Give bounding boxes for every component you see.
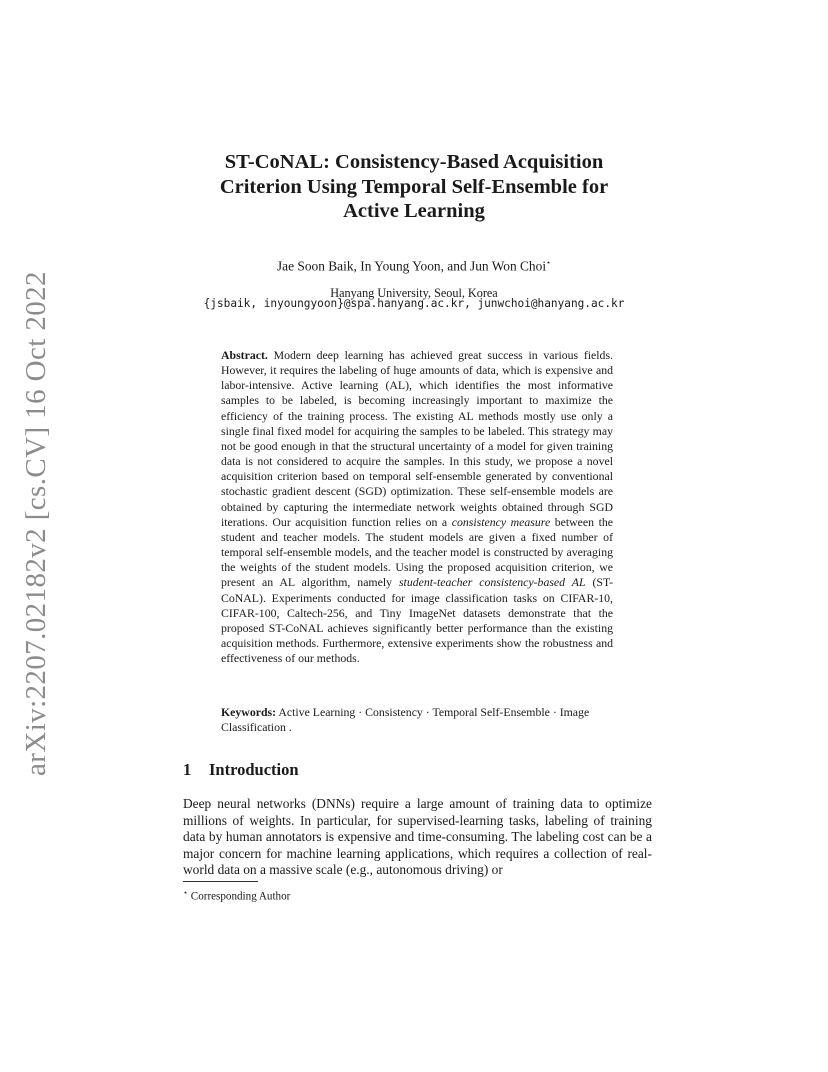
title-line-1: ST-CoNAL: Consistency-Based Acquisition (224, 151, 604, 173)
abstract-emphasis-1: consistency measure (451, 514, 551, 529)
corresponding-author-mark: ⋆ (546, 258, 552, 267)
affiliation: Hanyang University, Seoul, Korea (330, 286, 498, 300)
arxiv-identifier-stamp (14, 270, 58, 776)
title-line-3: Active Learning (343, 200, 485, 222)
abstract-emphasis-2: student-teacher consistency-based AL (398, 575, 586, 590)
arxiv-identifier-text: arXiv:2207.02182v2 [cs.CV] 16 Oct 2022 (19, 270, 52, 776)
abstract (221, 348, 613, 666)
abstract-text-3: (ST-CoNAL). Experiments conducted for image classification tasks on CIFAR-10, CIFAR-100, Caltech-256, and Tiny ImageNet datasets demonstrate that the proposed ST-CoNAL achieves significantly better performance than the existing acquisition methods. Furthermore, extensive experiments show the robustness and effectiveness of our methods. (221, 575, 614, 666)
footnote-divider (183, 881, 258, 882)
section-heading-introduction (183, 760, 653, 780)
footnote-text: Corresponding Author (190, 890, 291, 903)
abstract-text-1: Modern deep learning has achieved great success in various fields. However, it requires the labeling of huge amounts of data, which is expensive and labor-intensive. Active learning (AL), which identifies the most informative samples to be labeled, is becoming increasingly important to maximize the efficiency of the training process. The existing AL methods mostly use only a single final fixed model for acquiring the samples to be labeled. This strategy may not be good enough in that the structural uncertainty of a model for given training data is not considered to acquire the samples. In this study, we propose a novel acquisition criterion based on temporal self-ensemble generated by conventional stochastic gradient descent (SGD) optimization. These self-ensemble models are obtained by capturing the intermediate network weights obtained through SGD iterations. Our acquisition function relies on a (221, 348, 613, 529)
abstract-label: Abstract. (221, 348, 268, 362)
footnote (183, 886, 653, 904)
section-number: 1 (183, 760, 192, 779)
footnote-mark: ⋆ (183, 888, 189, 897)
abstract-text-2: between the student and teacher models. The student models are given a fixed number of temporal self-ensemble models, and the teacher model is constructed by averaging the weights of the student models. Using the proposed acquisition criterion, we present an AL algorithm, namely (221, 514, 614, 590)
keywords-text: Active Learning · Consistency · Temporal Self-Ensemble · Image Classification . (221, 705, 590, 735)
author-list (150, 255, 678, 274)
section-title: Introduction (209, 760, 299, 779)
introduction-paragraph: Deep neural networks (DNNs) require a large amount of training data to optimize millions of weights. In particular, for supervised-learning tasks, labeling of training data by human annotators is expensive and time-consuming. The labeling cost can be a major concern for machine learning applications, which requires a collection of real-world data on a massive scale (e.g., autonomous driving) or (183, 796, 652, 877)
author-names: Jae Soon Baik, In Young Yoon, and Jun Won Choi (276, 258, 547, 274)
keywords-label: Keywords: (221, 705, 277, 719)
title-line-2: Criterion Using Temporal Self-Ensemble for (219, 175, 609, 198)
keywords (221, 705, 613, 735)
author-emails: {jsbaik, inyoungyoon}@spa.hanyang.ac.kr, junwchoi@hanyang.ac.kr (203, 297, 625, 310)
paper-title (150, 150, 678, 224)
